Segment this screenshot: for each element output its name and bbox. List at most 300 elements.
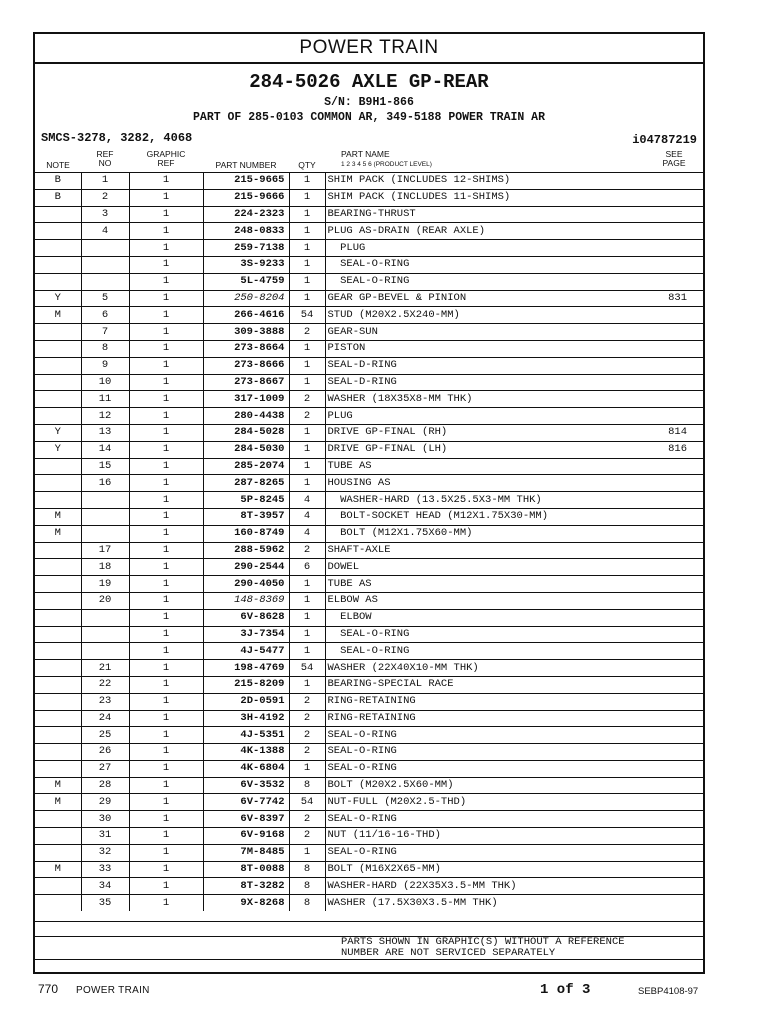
table-row — [35, 609, 703, 626]
part-name-cell: GEAR-SUN — [325, 324, 635, 341]
note-cell: M — [35, 525, 81, 542]
note-cell — [35, 693, 81, 710]
part-name-cell: SEAL-O-RING — [325, 744, 635, 761]
qty-cell: 1 — [289, 424, 325, 441]
table-row — [35, 760, 703, 777]
part-name-cell: DRIVE GP-FINAL (RH) — [325, 424, 635, 441]
note-cell: Y — [35, 424, 81, 441]
part-number-cell: 8T-0088 — [203, 861, 289, 878]
note-cell: B — [35, 189, 81, 206]
note-cell — [35, 391, 81, 408]
part-name-cell: WASHER-HARD (22X35X3.5-MM THK) — [325, 878, 635, 895]
footer-page-number: 770 — [38, 982, 59, 996]
ref-no-cell: 9 — [81, 357, 129, 374]
graphic-ref-cell: 1 — [129, 559, 203, 576]
table-row — [35, 777, 703, 794]
part-number-cell: 6V-8628 — [203, 609, 289, 626]
see-page-cell: 831 — [635, 290, 703, 307]
graphic-ref-cell: 1 — [129, 828, 203, 845]
ref-no-cell — [81, 273, 129, 290]
table-row — [35, 794, 703, 811]
part-number-cell: 7M-8485 — [203, 844, 289, 861]
ref-no-cell: 15 — [81, 458, 129, 475]
graphic-ref-cell: 1 — [129, 324, 203, 341]
part-name-cell: RING-RETAINING — [325, 693, 635, 710]
table-row — [35, 408, 703, 425]
see-page-cell — [635, 256, 703, 273]
qty-cell: 8 — [289, 777, 325, 794]
part-number-cell: 280-4438 — [203, 408, 289, 425]
part-name-cell: BOLT (M16X2X65-MM) — [325, 861, 635, 878]
ref-no-cell: 16 — [81, 475, 129, 492]
note-cell — [35, 458, 81, 475]
group-title: 284-5026 AXLE GP-REAR — [249, 71, 489, 93]
see-page-cell — [635, 324, 703, 341]
see-page-cell — [635, 173, 703, 190]
part-name-cell: SEAL-O-RING — [325, 844, 635, 861]
qty-cell: 1 — [289, 273, 325, 290]
note-cell — [35, 273, 81, 290]
part-name-cell: SEAL-O-RING — [325, 626, 635, 643]
part-name-cell: NUT-FULL (M20X2.5-THD) — [325, 794, 635, 811]
see-page-cell — [635, 525, 703, 542]
qty-cell: 8 — [289, 895, 325, 911]
see-page-cell — [635, 408, 703, 425]
graphic-ref-cell: 1 — [129, 424, 203, 441]
part-number-cell: 8T-3282 — [203, 878, 289, 895]
part-number-cell: 5P-8245 — [203, 492, 289, 509]
part-of-line: PART OF 285-0103 COMMON AR, 349-5188 POWER TRAIN AR — [193, 111, 545, 124]
part-name-cell: SEAL-O-RING — [325, 760, 635, 777]
table-row — [35, 828, 703, 845]
part-name-cell: SEAL-O-RING — [325, 727, 635, 744]
see-page-cell — [635, 760, 703, 777]
table-row — [35, 206, 703, 223]
table-row — [35, 340, 703, 357]
note-cell — [35, 609, 81, 626]
see-page-cell — [635, 592, 703, 609]
ref-no-cell: 22 — [81, 676, 129, 693]
qty-cell: 1 — [289, 340, 325, 357]
part-number-cell: 259-7138 — [203, 240, 289, 257]
part-number-cell: 148-8369 — [203, 592, 289, 609]
see-page-cell: 816 — [635, 441, 703, 458]
table-row — [35, 727, 703, 744]
qty-cell: 2 — [289, 408, 325, 425]
qty-cell: 4 — [289, 492, 325, 509]
qty-cell: 1 — [289, 475, 325, 492]
ref-no-cell: 32 — [81, 844, 129, 861]
graphic-ref-cell: 1 — [129, 189, 203, 206]
part-name-cell: NUT (11/16-16-THD) — [325, 828, 635, 845]
table-row — [35, 458, 703, 475]
part-number-cell: 4K-6804 — [203, 760, 289, 777]
graphic-ref-cell: 1 — [129, 760, 203, 777]
part-name-cell: TUBE AS — [325, 458, 635, 475]
table-row — [35, 508, 703, 525]
note-cell — [35, 710, 81, 727]
part-number-cell: 3S-9233 — [203, 256, 289, 273]
graphic-ref-cell: 1 — [129, 794, 203, 811]
note-cell — [35, 811, 81, 828]
see-page-cell — [635, 777, 703, 794]
see-page-cell — [635, 710, 703, 727]
part-number-cell: 284-5030 — [203, 441, 289, 458]
note-cell — [35, 643, 81, 660]
table-row — [35, 861, 703, 878]
qty-cell: 1 — [289, 643, 325, 660]
ref-no-cell: 18 — [81, 559, 129, 576]
part-number-cell: 8T-3957 — [203, 508, 289, 525]
table-row — [35, 223, 703, 240]
note-cell — [35, 676, 81, 693]
see-page-cell — [635, 492, 703, 509]
note-cell — [35, 475, 81, 492]
note-cell — [35, 340, 81, 357]
graphic-ref-cell: 1 — [129, 273, 203, 290]
qty-cell: 1 — [289, 592, 325, 609]
note-cell — [35, 240, 81, 257]
see-page-cell — [635, 223, 703, 240]
see-page-cell — [635, 828, 703, 845]
see-page-cell — [635, 542, 703, 559]
part-name-cell: PLUG AS-DRAIN (REAR AXLE) — [325, 223, 635, 240]
col-note: NOTE — [46, 160, 70, 170]
illustration-id: i04787219 — [632, 133, 697, 147]
qty-cell: 1 — [289, 256, 325, 273]
table-row — [35, 895, 703, 911]
column-headers — [35, 150, 703, 172]
qty-cell: 2 — [289, 710, 325, 727]
col-part-number: PART NUMBER — [215, 160, 277, 170]
qty-cell: 1 — [289, 290, 325, 307]
col-ref: REF NO — [96, 149, 114, 168]
section-title: POWER TRAIN — [35, 34, 703, 64]
see-page-cell — [635, 576, 703, 593]
qty-cell: 1 — [289, 576, 325, 593]
graphic-ref-cell: 1 — [129, 340, 203, 357]
table-row — [35, 189, 703, 206]
part-number-cell: 6V-3532 — [203, 777, 289, 794]
ref-no-cell: 1 — [81, 173, 129, 190]
qty-cell: 6 — [289, 559, 325, 576]
graphic-ref-cell: 1 — [129, 576, 203, 593]
table-row — [35, 525, 703, 542]
part-name-cell: ELBOW — [325, 609, 635, 626]
see-page-cell: 814 — [635, 424, 703, 441]
qty-cell: 2 — [289, 811, 325, 828]
graphic-ref-cell: 1 — [129, 525, 203, 542]
table-row — [35, 576, 703, 593]
table-row — [35, 374, 703, 391]
graphic-ref-cell: 1 — [129, 811, 203, 828]
ref-no-cell: 26 — [81, 744, 129, 761]
ref-no-cell — [81, 609, 129, 626]
graphic-ref-cell: 1 — [129, 290, 203, 307]
table-row — [35, 542, 703, 559]
see-page-cell — [635, 357, 703, 374]
qty-cell: 54 — [289, 307, 325, 324]
part-name-cell: WASHER (17.5X30X3.5-MM THK) — [325, 895, 635, 911]
see-page-cell — [635, 660, 703, 677]
graphic-ref-cell: 1 — [129, 223, 203, 240]
note-cell — [35, 559, 81, 576]
part-number-cell: 6V-9168 — [203, 828, 289, 845]
graphic-ref-cell: 1 — [129, 357, 203, 374]
part-number-cell: 215-8209 — [203, 676, 289, 693]
part-number-cell: 285-2074 — [203, 458, 289, 475]
part-name-cell: WASHER-HARD (13.5X25.5X3-MM THK) — [325, 492, 635, 509]
graphic-ref-cell: 1 — [129, 240, 203, 257]
part-name-cell: SHIM PACK (INCLUDES 11-SHIMS) — [325, 189, 635, 206]
footer-doc-code: SEBP4108-97 — [638, 986, 699, 997]
graphic-ref-cell: 1 — [129, 475, 203, 492]
ref-no-cell: 12 — [81, 408, 129, 425]
part-number-cell: 266-4616 — [203, 307, 289, 324]
col-see-page: SEE PAGE — [662, 149, 686, 168]
table-row — [35, 693, 703, 710]
table-row — [35, 173, 703, 190]
graphic-ref-cell: 1 — [129, 643, 203, 660]
note-cell — [35, 828, 81, 845]
footnote-bottom-rule — [35, 959, 703, 960]
see-page-cell — [635, 508, 703, 525]
qty-cell: 2 — [289, 324, 325, 341]
part-name-cell: GEAR GP-BEVEL & PINION — [325, 290, 635, 307]
group-header — [35, 64, 703, 125]
qty-cell: 2 — [289, 693, 325, 710]
graphic-ref-cell: 1 — [129, 626, 203, 643]
part-number-cell: 287-8265 — [203, 475, 289, 492]
part-number-cell: 4J-5477 — [203, 643, 289, 660]
see-page-cell — [635, 340, 703, 357]
see-page-cell — [635, 811, 703, 828]
table-row — [35, 441, 703, 458]
ref-no-cell: 34 — [81, 878, 129, 895]
ref-no-cell: 17 — [81, 542, 129, 559]
note-cell: M — [35, 777, 81, 794]
table-row — [35, 391, 703, 408]
part-number-cell: 160-8749 — [203, 525, 289, 542]
see-page-cell — [635, 475, 703, 492]
graphic-ref-cell: 1 — [129, 173, 203, 190]
graphic-ref-cell: 1 — [129, 256, 203, 273]
ref-no-cell: 23 — [81, 693, 129, 710]
part-number-cell: 309-3888 — [203, 324, 289, 341]
ref-no-cell: 4 — [81, 223, 129, 240]
note-cell: Y — [35, 290, 81, 307]
part-name-cell: BEARING-THRUST — [325, 206, 635, 223]
ref-no-cell — [81, 508, 129, 525]
part-name-cell: BOLT-SOCKET HEAD (M12X1.75X30-MM) — [325, 508, 635, 525]
qty-cell: 1 — [289, 223, 325, 240]
note-cell: M — [35, 861, 81, 878]
graphic-ref-cell: 1 — [129, 508, 203, 525]
part-name-cell: SEAL-O-RING — [325, 643, 635, 660]
note-cell — [35, 256, 81, 273]
table-row — [35, 290, 703, 307]
qty-cell: 1 — [289, 357, 325, 374]
qty-cell: 2 — [289, 542, 325, 559]
note-cell — [35, 408, 81, 425]
table-row — [35, 626, 703, 643]
ref-no-cell: 11 — [81, 391, 129, 408]
part-name-cell: PLUG — [325, 408, 635, 425]
qty-cell: 1 — [289, 240, 325, 257]
part-name-cell: WASHER (18X35X8-MM THK) — [325, 391, 635, 408]
see-page-cell — [635, 895, 703, 911]
ref-no-cell — [81, 626, 129, 643]
see-page-cell — [635, 307, 703, 324]
serial-number: S/N: B9H1-866 — [324, 96, 414, 109]
table-row — [35, 676, 703, 693]
col-graphic-ref: GRAPHIC REF — [146, 149, 186, 168]
part-number-cell: 250-8204 — [203, 290, 289, 307]
note-cell — [35, 878, 81, 895]
table-row — [35, 643, 703, 660]
parts-table — [35, 172, 703, 911]
ref-no-cell: 31 — [81, 828, 129, 845]
table-row — [35, 307, 703, 324]
see-page-cell — [635, 391, 703, 408]
ref-no-cell — [81, 643, 129, 660]
qty-cell: 1 — [289, 441, 325, 458]
table-row — [35, 492, 703, 509]
graphic-ref-cell: 1 — [129, 408, 203, 425]
note-cell — [35, 576, 81, 593]
part-name-cell: STUD (M20X2.5X240-MM) — [325, 307, 635, 324]
part-name-cell: SEAL-O-RING — [325, 256, 635, 273]
graphic-ref-cell: 1 — [129, 878, 203, 895]
qty-cell: 1 — [289, 676, 325, 693]
table-row — [35, 592, 703, 609]
see-page-cell — [635, 626, 703, 643]
ref-no-cell: 21 — [81, 660, 129, 677]
part-number-cell: 6V-8397 — [203, 811, 289, 828]
part-number-cell: 290-2544 — [203, 559, 289, 576]
table-row — [35, 256, 703, 273]
part-name-cell: ELBOW AS — [325, 592, 635, 609]
part-name-cell: BEARING-SPECIAL RACE — [325, 676, 635, 693]
graphic-ref-cell: 1 — [129, 777, 203, 794]
ref-no-cell: 19 — [81, 576, 129, 593]
part-name-cell: BOLT (M20X2.5X60-MM) — [325, 777, 635, 794]
part-number-cell: 3J-7354 — [203, 626, 289, 643]
qty-cell: 8 — [289, 861, 325, 878]
table-row — [35, 878, 703, 895]
see-page-cell — [635, 693, 703, 710]
note-cell — [35, 492, 81, 509]
graphic-ref-cell: 1 — [129, 391, 203, 408]
qty-cell: 1 — [289, 844, 325, 861]
ref-no-cell: 10 — [81, 374, 129, 391]
qty-cell: 4 — [289, 508, 325, 525]
part-name-cell: HOUSING AS — [325, 475, 635, 492]
see-page-cell — [635, 189, 703, 206]
ref-no-cell: 30 — [81, 811, 129, 828]
parts-table-body — [35, 173, 703, 912]
qty-cell: 54 — [289, 660, 325, 677]
graphic-ref-cell: 1 — [129, 660, 203, 677]
ref-no-cell: 13 — [81, 424, 129, 441]
qty-cell: 54 — [289, 794, 325, 811]
graphic-ref-cell: 1 — [129, 592, 203, 609]
note-cell — [35, 844, 81, 861]
qty-cell: 2 — [289, 828, 325, 845]
note-cell — [35, 744, 81, 761]
part-number-cell: 4K-1388 — [203, 744, 289, 761]
note-cell: M — [35, 307, 81, 324]
part-number-cell: 224-2323 — [203, 206, 289, 223]
part-name-cell: SHIM PACK (INCLUDES 12-SHIMS) — [325, 173, 635, 190]
col-part-name: PART NAME 1 2 3 4 5 6 (PRODUCT LEVEL) — [341, 149, 432, 168]
note-cell — [35, 895, 81, 911]
graphic-ref-cell: 1 — [129, 307, 203, 324]
ref-no-cell: 6 — [81, 307, 129, 324]
note-cell — [35, 374, 81, 391]
note-cell — [35, 357, 81, 374]
note-cell — [35, 592, 81, 609]
ref-no-cell: 29 — [81, 794, 129, 811]
graphic-ref-cell: 1 — [129, 861, 203, 878]
graphic-ref-cell: 1 — [129, 542, 203, 559]
see-page-cell — [635, 861, 703, 878]
table-row — [35, 240, 703, 257]
part-number-cell: 4J-5351 — [203, 727, 289, 744]
ref-no-cell: 20 — [81, 592, 129, 609]
table-row — [35, 273, 703, 290]
qty-cell: 1 — [289, 173, 325, 190]
part-number-cell: 2D-0591 — [203, 693, 289, 710]
qty-cell: 1 — [289, 760, 325, 777]
table-bottom-rule — [35, 921, 703, 922]
footnote: PARTS SHOWN IN GRAPHIC(S) WITHOUT A REFERENCE NUMBER ARE NOT SERVICED SEPARATELY — [341, 936, 625, 959]
part-number-cell: 9X-8268 — [203, 895, 289, 911]
part-number-cell: 284-5028 — [203, 424, 289, 441]
note-cell — [35, 760, 81, 777]
graphic-ref-cell: 1 — [129, 727, 203, 744]
see-page-cell — [635, 206, 703, 223]
note-cell — [35, 324, 81, 341]
part-name-cell: SHAFT-AXLE — [325, 542, 635, 559]
see-page-cell — [635, 676, 703, 693]
part-number-cell: 5L-4759 — [203, 273, 289, 290]
see-page-cell — [635, 240, 703, 257]
note-cell: M — [35, 508, 81, 525]
note-cell — [35, 626, 81, 643]
see-page-cell — [635, 727, 703, 744]
ref-no-cell: 3 — [81, 206, 129, 223]
part-name-cell: BOLT (M12X1.75X60-MM) — [325, 525, 635, 542]
table-row — [35, 324, 703, 341]
ref-no-cell: 24 — [81, 710, 129, 727]
qty-cell: 8 — [289, 878, 325, 895]
note-cell: Y — [35, 441, 81, 458]
part-name-cell: SEAL-O-RING — [325, 273, 635, 290]
see-page-cell — [635, 643, 703, 660]
part-name-cell: RING-RETAINING — [325, 710, 635, 727]
graphic-ref-cell: 1 — [129, 676, 203, 693]
graphic-ref-cell: 1 — [129, 710, 203, 727]
see-page-cell — [635, 744, 703, 761]
qty-cell: 1 — [289, 626, 325, 643]
see-page-cell — [635, 794, 703, 811]
graphic-ref-cell: 1 — [129, 895, 203, 911]
graphic-ref-cell: 1 — [129, 441, 203, 458]
qty-cell: 4 — [289, 525, 325, 542]
qty-cell: 2 — [289, 391, 325, 408]
qty-cell: 1 — [289, 374, 325, 391]
